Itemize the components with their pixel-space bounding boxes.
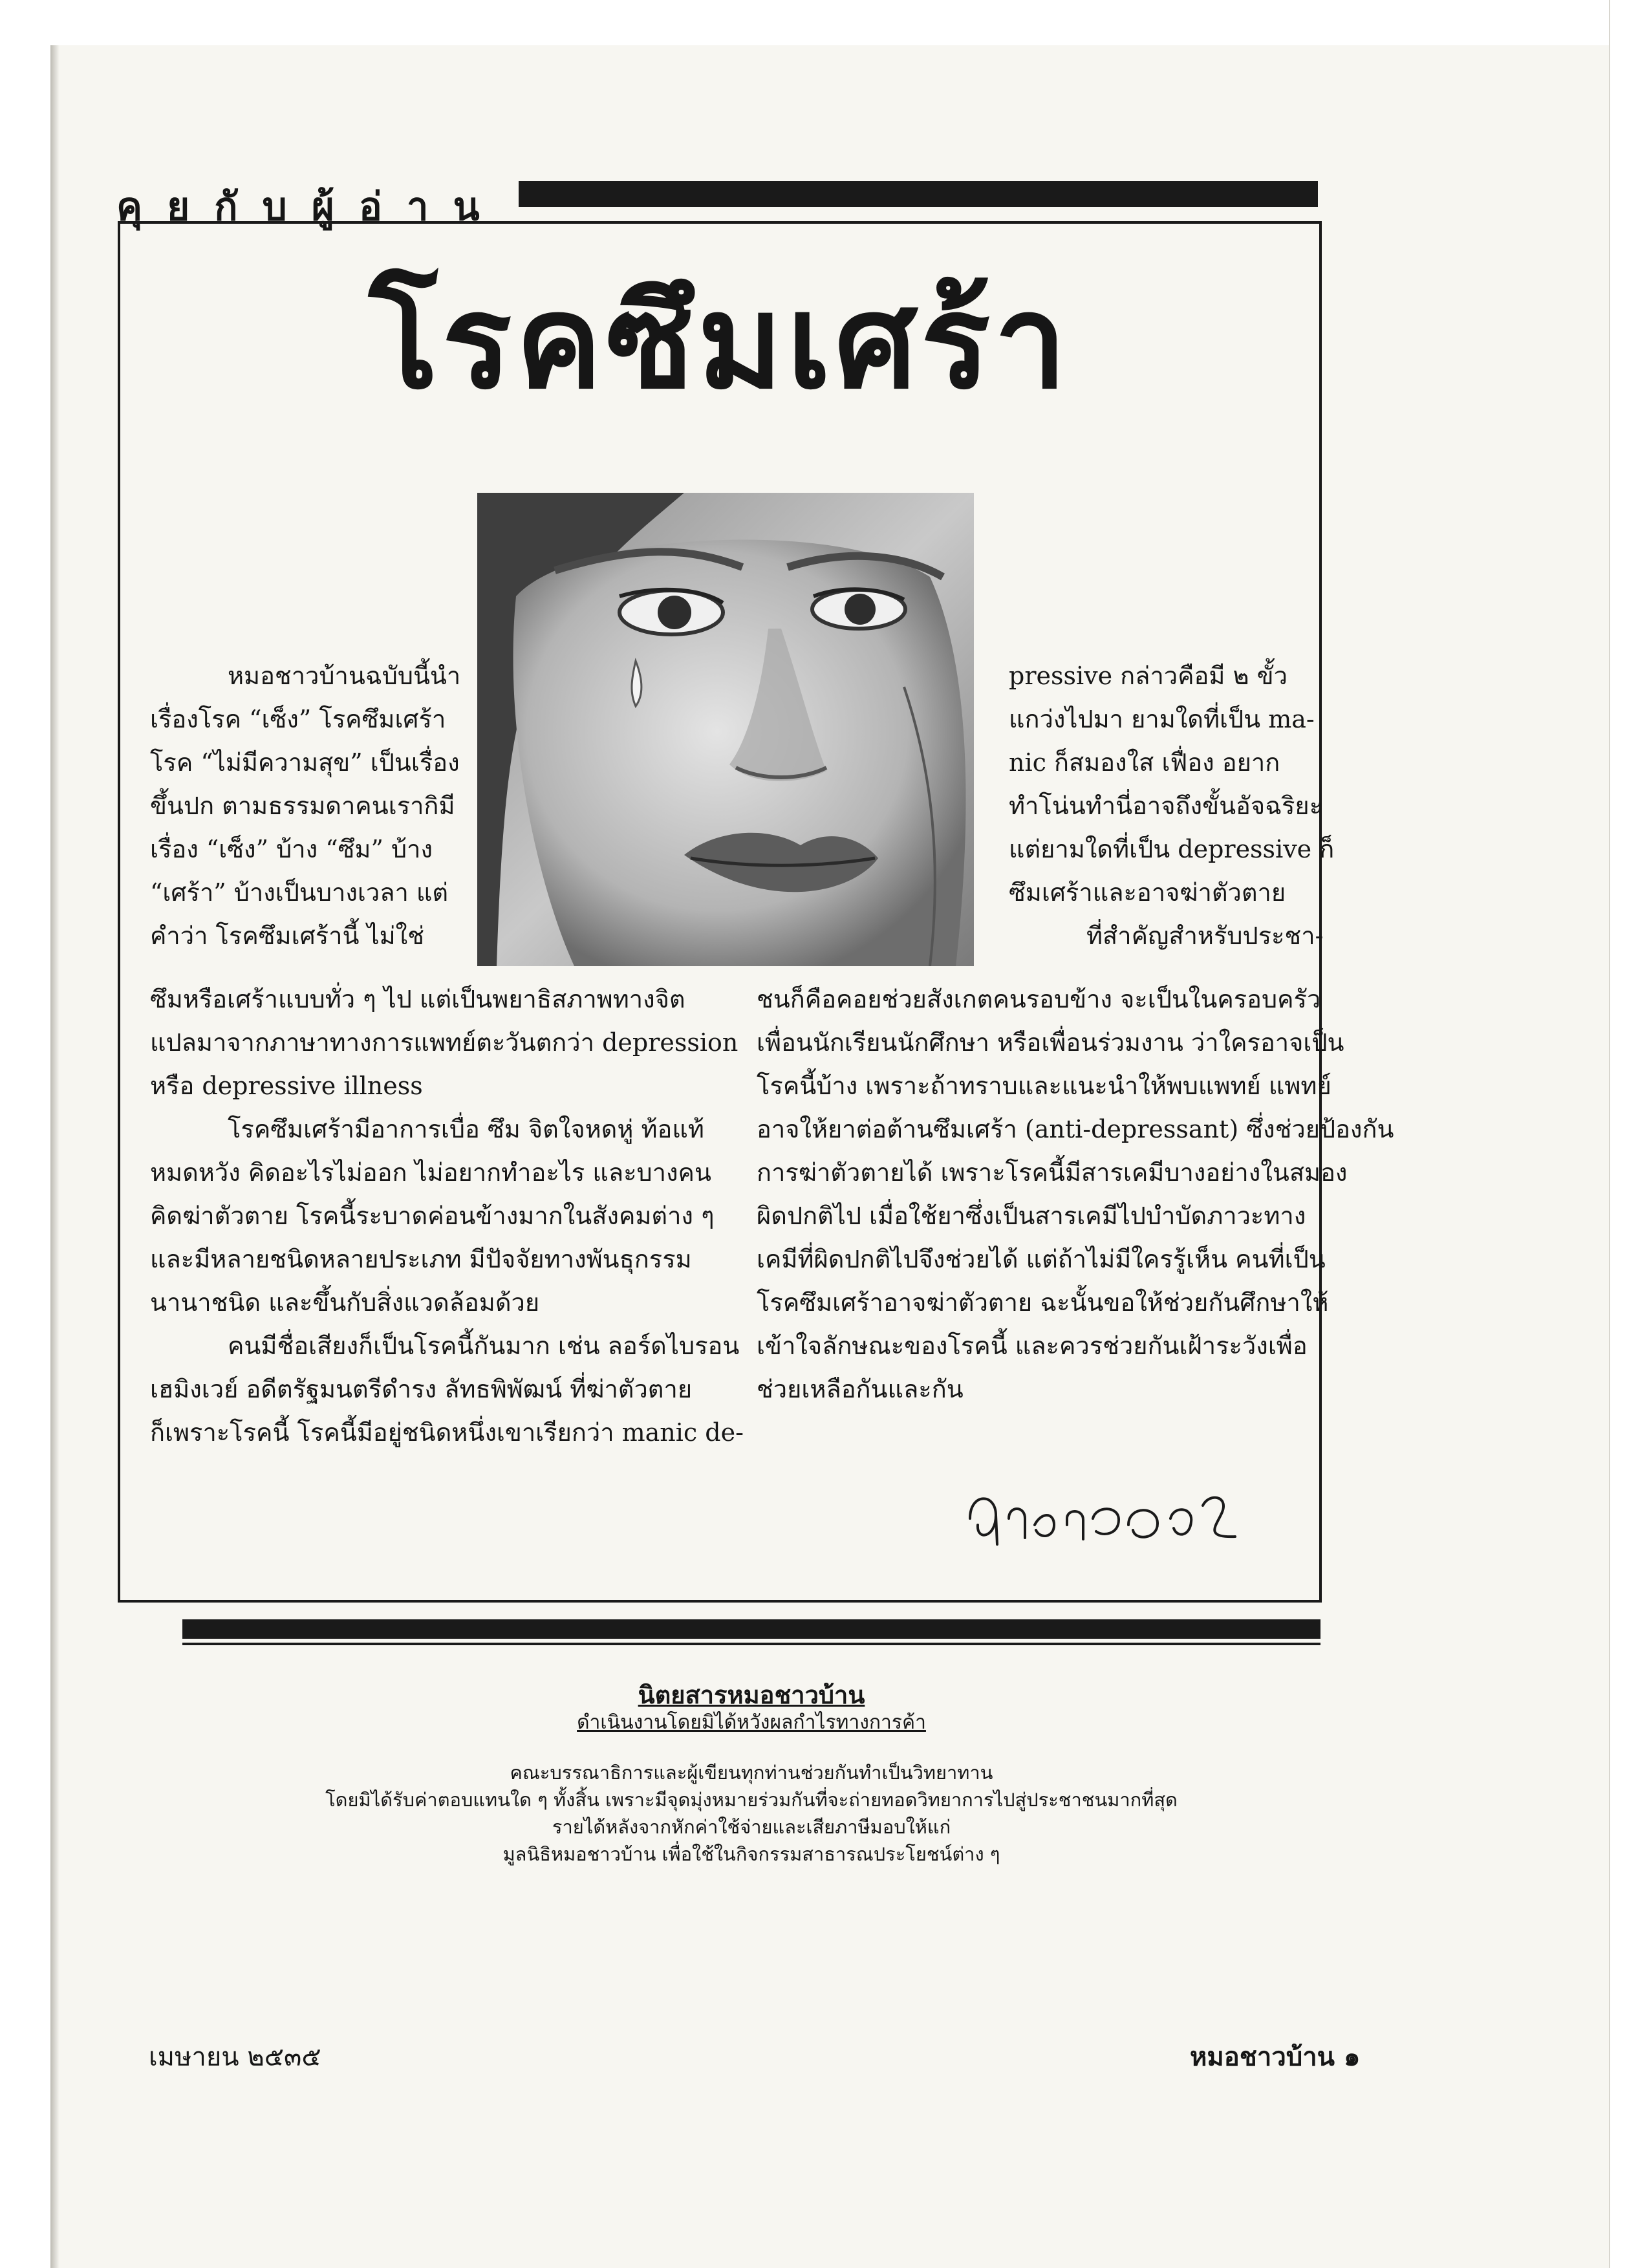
footer-rule [182,1619,1320,1639]
article-line: แปลมาจากภาษาทางการแพทย์ตะวันตกว่า depression [150,1028,738,1057]
article-line: เข้าใจลักษณะของโรคนี้ และควรช่วยกันเฝ้าระวังเพื่อ [757,1332,1308,1360]
scan-margin-top [0,0,1649,45]
article-line: นานาชนิด และขึ้นกับสิ่งแวดล้อมด้วย [150,1288,540,1317]
page-edge-shadow [50,45,59,2268]
footer-subtitle: ดำเนินงานโดยมิได้หวังผลกำไรทางการค้า [577,1711,926,1734]
article-line: เรื่อง “เซ็ง” บ้าง “ซึม” บ้าง [150,835,433,863]
article-line: ซึมเศร้าและอาจฆ่าตัวตาย [1009,878,1286,907]
article-line: โรคนี้บ้าง เพราะถ้าทราบและแนะนำให้พบแพทย์ แพทย์ [757,1072,1331,1100]
article-line: คิดฆ่าตัวตาย โรคนี้ระบาดค่อนข้างมากในสังคมต่าง ๆ [150,1202,715,1230]
article-line: ชนก็คือคอยช่วยสังเกตคนรอบข้าง จะเป็นในครอบครัว [757,985,1321,1013]
footer-line: รายได้หลังจากหักค่าใช้จ่ายและเสียภาษีมอบให้แก่ [552,1816,951,1838]
article-line: ช่วยเหลือกันและกัน [757,1375,964,1403]
article-title: โรคซึมเศร้า [369,267,1071,418]
article-line: pressive กล่าวคือมี ๒ ขั้ว [1009,662,1288,690]
article-left-intro [150,654,461,958]
article-line: อาจให้ยาต่อต้านซึมเศร้า (anti-depressant) ซึ่งช่วยป้องกัน [757,1115,1394,1143]
footer-title: นิตยสารหมอชาวบ้าน [638,1681,865,1709]
article-line: ที่สำคัญสำหรับประชา- [1086,922,1324,950]
article-line: คนมีชื่อเสียงก็เป็นโรคนี้กันมาก เช่น ลอร์ดไบรอน [228,1332,740,1360]
crying-woman-photo [477,493,974,966]
article-line: โรคซึมเศร้ามีอาการเบื่อ ซึม จิตใจหดหู่ ท้อแท้ [228,1115,704,1143]
article-line: โรคซึมเศร้าอาจฆ่าตัวตาย ฉะนั้นขอให้ช่วยกันศึกษาให้ [757,1288,1329,1317]
article-line: หมดหวัง คิดอะไรไม่ออก ไม่อยากทำอะไร และบางคน [150,1158,711,1187]
article-right-intro [1009,654,1335,958]
article-line: หรือ depressive illness [150,1072,423,1100]
article-line: เคมีที่ผิดปกติไปจึงช่วยได้ แต่ถ้าไม่มีใครรู้เห็น คนที่เป็น [757,1245,1326,1273]
article-line: เพื่อนนักเรียนนักศึกษา หรือเพื่อนร่วมงาน ว่าใครอาจเป็น [757,1028,1344,1057]
article-line: แต่ยามใดที่เป็น depressive ก็ [1009,835,1335,863]
footer-body [182,1759,1320,1868]
article-line: nic ก็สมองใส เฟื่อง อยาก [1009,748,1280,777]
author-signature [964,1480,1242,1551]
article-line: ทำโน่นทำนี่อาจถึงขั้นอัจฉริยะ [1009,792,1323,820]
article-line: และมีหลายชนิดหลายประเภท มีปัจจัยทางพันธุกรรม [150,1245,692,1273]
scan-margin-right [1609,0,1649,2268]
page-folio: หมอชาวบ้าน ๑ [1190,2042,1361,2072]
article-line: การฆ่าตัวตายได้ เพราะโรคนี้มีสารเคมีบางอย่างในสมอง [757,1158,1348,1187]
article-line: โรค “ไม่มีความสุข” เป็นเรื่อง [150,748,460,777]
header-rule [519,181,1318,207]
footer-line: มูลนิธิหมอชาวบ้าน เพื่อใช้ในกิจกรรมสาธารณประโยชน์ต่าง ๆ [502,1843,1000,1865]
article-line: เฮมิงเวย์ อดีตรัฐมนตรีดำรง ลัทธพิพัฒน์ ที่ฆ่าตัวตาย [150,1375,693,1403]
article-line: ซึมหรือเศร้าแบบทั่ว ๆ ไป แต่เป็นพยาธิสภาพทางจิต [150,985,685,1013]
footer-line: โดยมิได้รับค่าตอบแทนใด ๆ ทั้งสิ้น เพราะมีจุดมุ่งหมายร่วมกันที่จะถ่ายทอดวิทยาการไปสู่ประชาชนมากที่สุด [325,1789,1178,1811]
article-line: ขึ้นปก ตามธรรมดาคนเรากิมี [150,792,455,820]
issue-date: เมษายน ๒๕๓๕ [149,2042,321,2072]
article-line: “เศร้า” บ้างเป็นบางเวลา แต่ [150,878,449,907]
article-left-column [150,978,744,1454]
article-right-column [757,978,1394,1411]
footer-rule-thin [182,1643,1320,1645]
article-line: หมอชาวบ้านฉบับนี้นำ [228,662,461,690]
article-line: แกว่งไปมา ยามใดที่เป็น ma- [1009,705,1315,733]
article-line: ผิดปกติไป เมื่อใช้ยาซึ่งเป็นสารเคมีไปบำบัดภาวะทาง [757,1202,1306,1230]
footer-line: คณะบรรณาธิการและผู้เขียนทุกท่านช่วยกันทำเป็นวิทยาทาน [510,1762,993,1784]
article-line: เรื่องโรค “เซ็ง” โรคซึมเศร้า [150,705,446,733]
article-line: คำว่า โรคซึมเศร้านี้ ไม่ใช่ [150,922,425,950]
article-line: ก็เพราะโรคนี้ โรคนี้มีอยู่ชนิดหนึ่งเขาเรียกว่า manic de- [150,1418,744,1447]
scan-margin-left [0,0,50,2268]
section-label: คุยกับผู้อ่าน [116,184,504,230]
